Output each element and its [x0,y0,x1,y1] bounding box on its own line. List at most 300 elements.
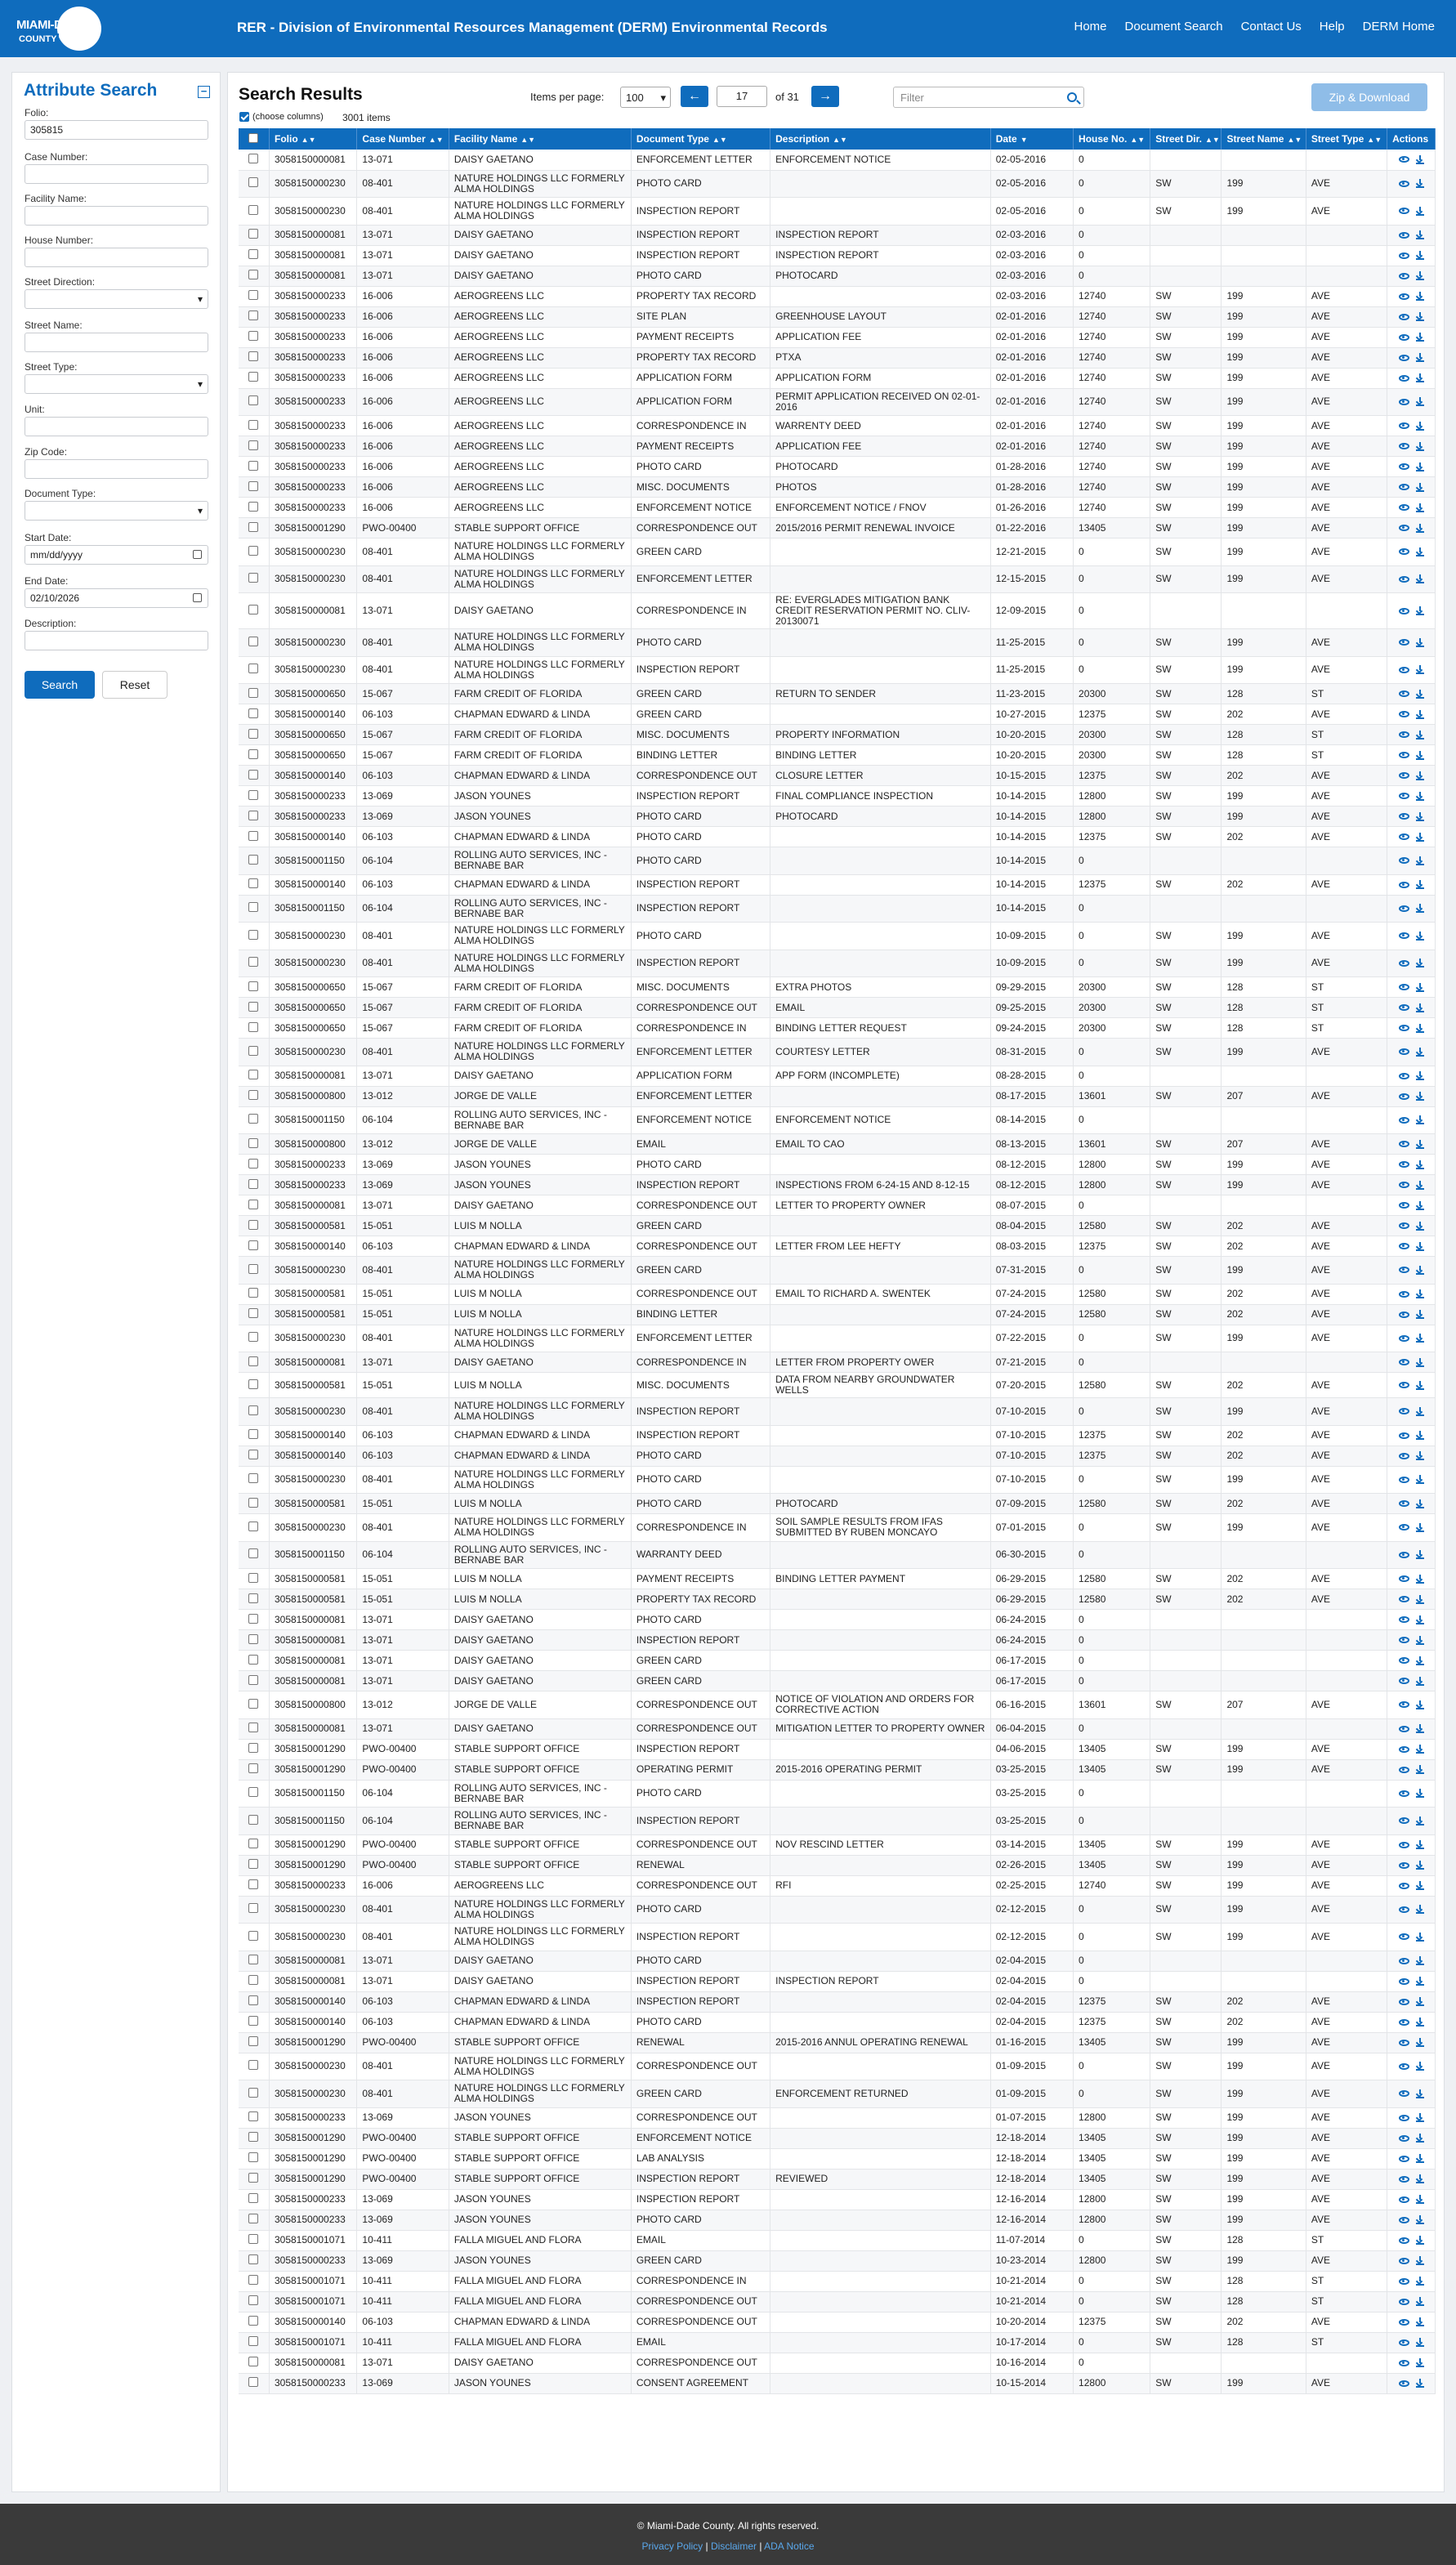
download-icon[interactable] [1416,373,1424,382]
download-icon[interactable] [1416,1977,1424,1986]
row-checkbox[interactable] [248,1308,258,1318]
download-icon[interactable] [1416,1071,1424,1080]
view-icon[interactable] [1399,667,1409,673]
download-icon[interactable] [1416,1024,1424,1033]
view-icon[interactable] [1399,772,1409,779]
download-icon[interactable] [1416,833,1424,842]
view-icon[interactable] [1399,1222,1409,1229]
view-icon[interactable] [1399,2319,1409,2326]
view-icon[interactable] [1399,504,1409,511]
download-icon[interactable] [1416,2038,1424,2047]
download-icon[interactable] [1416,1861,1424,1870]
view-icon[interactable] [1399,525,1409,531]
download-icon[interactable] [1416,710,1424,719]
row-checkbox[interactable] [248,1498,258,1508]
download-icon[interactable] [1416,1048,1424,1057]
view-icon[interactable] [1399,399,1409,405]
view-icon[interactable] [1399,2380,1409,2387]
view-icon[interactable] [1399,1906,1409,1913]
download-icon[interactable] [1416,1289,1424,1298]
row-checkbox[interactable] [248,1090,258,1100]
privacy-policy-link[interactable]: Privacy Policy [641,2540,703,2552]
row-checkbox[interactable] [248,770,258,780]
view-icon[interactable] [1399,608,1409,614]
row-checkbox[interactable] [248,481,258,491]
facility-name-input[interactable] [25,206,208,226]
row-checkbox[interactable] [248,1264,258,1274]
view-icon[interactable] [1399,375,1409,382]
view-icon[interactable] [1399,156,1409,163]
next-page-button[interactable]: → [811,86,839,107]
row-checkbox[interactable] [248,1405,258,1415]
download-icon[interactable] [1416,1334,1424,1343]
view-icon[interactable] [1399,2019,1409,2026]
house-number-input[interactable] [25,248,208,267]
row-checkbox[interactable] [248,811,258,820]
row-checkbox[interactable] [248,790,258,800]
row-checkbox[interactable] [248,2036,258,2046]
download-icon[interactable] [1416,1881,1424,1890]
download-icon[interactable] [1416,397,1424,406]
sort-icon[interactable]: ▲▼ [520,136,536,144]
download-icon[interactable] [1416,983,1424,992]
view-icon[interactable] [1399,1182,1409,1188]
view-icon[interactable] [1399,833,1409,840]
view-icon[interactable] [1399,1093,1409,1100]
row-checkbox[interactable] [248,1655,258,1665]
row-checkbox[interactable] [248,440,258,450]
download-icon[interactable] [1416,1789,1424,1798]
folio-input[interactable]: 305815 [25,120,208,140]
download-icon[interactable] [1416,731,1424,740]
row-checkbox[interactable] [248,1699,258,1709]
row-checkbox[interactable] [248,205,258,215]
view-icon[interactable] [1399,314,1409,320]
row-checkbox[interactable] [248,1634,258,1644]
view-icon[interactable] [1399,1291,1409,1298]
row-checkbox[interactable] [248,1522,258,1531]
row-checkbox[interactable] [248,154,258,163]
row-checkbox[interactable] [248,290,258,300]
sort-icon[interactable]: ▲▼ [428,136,444,144]
download-icon[interactable] [1416,2089,1424,2098]
nav-home[interactable]: Home [1074,20,1107,34]
download-icon[interactable] [1416,422,1424,431]
download-icon[interactable] [1416,1499,1424,1508]
view-icon[interactable] [1399,932,1409,939]
download-icon[interactable] [1416,1310,1424,1319]
download-icon[interactable] [1416,2297,1424,2306]
download-icon[interactable] [1416,690,1424,699]
view-icon[interactable] [1399,2040,1409,2046]
row-checkbox[interactable] [248,351,258,361]
view-icon[interactable] [1399,1596,1409,1602]
row-checkbox[interactable] [248,902,258,912]
sort-icon[interactable]: ▲▼ [301,136,316,144]
view-icon[interactable] [1399,1552,1409,1558]
view-icon[interactable] [1399,1335,1409,1342]
row-checkbox[interactable] [248,420,258,430]
row-checkbox[interactable] [248,981,258,991]
view-icon[interactable] [1399,984,1409,990]
view-icon[interactable] [1399,2196,1409,2203]
download-icon[interactable] [1416,1475,1424,1484]
download-icon[interactable] [1416,904,1424,913]
collapse-icon[interactable]: − [198,86,210,98]
download-icon[interactable] [1416,1677,1424,1686]
view-icon[interactable] [1399,232,1409,239]
download-icon[interactable] [1416,1817,1424,1825]
view-icon[interactable] [1399,1004,1409,1011]
download-icon[interactable] [1416,1242,1424,1251]
download-icon[interactable] [1416,1523,1424,1532]
view-icon[interactable] [1399,711,1409,717]
row-checkbox[interactable] [248,395,258,405]
view-icon[interactable] [1399,1359,1409,1365]
view-icon[interactable] [1399,2063,1409,2070]
row-checkbox[interactable] [248,311,258,320]
view-icon[interactable] [1399,1883,1409,1889]
column-header-street-name[interactable] [1222,128,1306,150]
download-icon[interactable] [1416,333,1424,342]
download-icon[interactable] [1416,771,1424,780]
download-icon[interactable] [1416,2358,1424,2367]
download-icon[interactable] [1416,1201,1424,1210]
row-checkbox[interactable] [248,2336,258,2346]
row-checkbox[interactable] [248,2234,258,2244]
sort-icon[interactable]: ▲▼ [1130,136,1146,144]
download-icon[interactable] [1416,2134,1424,2143]
view-icon[interactable] [1399,273,1409,279]
download-icon[interactable] [1416,207,1424,216]
row-checkbox[interactable] [248,1931,258,1941]
download-icon[interactable] [1416,2379,1424,2388]
view-icon[interactable] [1399,1657,1409,1664]
row-checkbox[interactable] [248,1114,258,1124]
row-checkbox[interactable] [248,502,258,512]
view-icon[interactable] [1399,1500,1409,1507]
row-checkbox[interactable] [248,573,258,583]
row-checkbox[interactable] [248,1879,258,1889]
row-checkbox[interactable] [248,1046,258,1056]
view-icon[interactable] [1399,793,1409,799]
view-icon[interactable] [1399,1073,1409,1079]
view-icon[interactable] [1399,639,1409,646]
search-button[interactable]: Search [25,671,95,699]
view-icon[interactable] [1399,293,1409,300]
download-icon[interactable] [1416,1956,1424,1965]
row-checkbox[interactable] [248,1859,258,1869]
row-checkbox[interactable] [248,1723,258,1732]
row-checkbox[interactable] [248,1473,258,1483]
download-icon[interactable] [1416,483,1424,492]
download-icon[interactable] [1416,155,1424,164]
download-icon[interactable] [1416,638,1424,647]
row-checkbox[interactable] [248,1022,258,1032]
start-date-input[interactable] [25,545,208,565]
row-checkbox[interactable] [248,1379,258,1389]
view-icon[interactable] [1399,1862,1409,1869]
row-checkbox[interactable] [248,2357,258,2366]
view-icon[interactable] [1399,252,1409,259]
row-checkbox[interactable] [248,1593,258,1603]
view-icon[interactable] [1399,576,1409,583]
view-icon[interactable] [1399,1025,1409,1031]
download-icon[interactable] [1416,1656,1424,1665]
row-checkbox[interactable] [248,522,258,532]
download-icon[interactable] [1416,230,1424,239]
download-icon[interactable] [1416,1451,1424,1460]
view-icon[interactable] [1399,548,1409,555]
page-number-input[interactable]: 17 [717,86,767,107]
view-icon[interactable] [1399,690,1409,697]
row-checkbox[interactable] [248,1356,258,1366]
search-icon[interactable] [1067,92,1077,102]
row-checkbox[interactable] [248,1429,258,1439]
column-header-street-dir[interactable] [1150,128,1222,150]
download-icon[interactable] [1416,606,1424,615]
download-icon[interactable] [1416,1933,1424,1942]
document-type-select[interactable] [25,501,208,521]
view-icon[interactable] [1399,752,1409,758]
view-icon[interactable] [1399,2176,1409,2183]
download-icon[interactable] [1416,179,1424,188]
download-icon[interactable] [1416,574,1424,583]
view-icon[interactable] [1399,181,1409,187]
row-checkbox[interactable] [248,1332,258,1342]
column-header-case-number[interactable] [357,128,449,150]
row-checkbox[interactable] [248,1288,258,1298]
row-checkbox[interactable] [248,331,258,341]
zip-code-input[interactable] [25,459,208,479]
download-icon[interactable] [1416,1700,1424,1709]
row-checkbox[interactable] [248,2060,258,2070]
view-icon[interactable] [1399,2299,1409,2305]
download-icon[interactable] [1416,1160,1424,1169]
column-header-description[interactable] [770,128,991,150]
download-icon[interactable] [1416,1407,1424,1416]
row-checkbox[interactable] [248,2088,258,2098]
nav-contact-us[interactable]: Contact Us [1240,20,1302,34]
view-icon[interactable] [1399,1999,1409,2005]
row-checkbox[interactable] [248,749,258,759]
calendar-icon[interactable] [193,550,202,559]
zip-download-button[interactable]: Zip & Download [1311,83,1427,111]
view-icon[interactable] [1399,960,1409,967]
view-icon[interactable] [1399,1477,1409,1483]
view-icon[interactable] [1399,1767,1409,1773]
case-number-input[interactable] [25,164,208,184]
download-icon[interactable] [1416,751,1424,760]
row-checkbox[interactable] [248,831,258,841]
download-icon[interactable] [1416,1358,1424,1367]
download-icon[interactable] [1416,1381,1424,1390]
download-icon[interactable] [1416,1181,1424,1190]
download-icon[interactable] [1416,1222,1424,1231]
download-icon[interactable] [1416,1115,1424,1124]
row-checkbox[interactable] [248,957,258,967]
sort-icon[interactable]: ▲▼ [833,136,847,144]
download-icon[interactable] [1416,442,1424,451]
view-icon[interactable] [1399,355,1409,361]
row-checkbox[interactable] [248,1220,258,1230]
download-icon[interactable] [1416,1140,1424,1149]
download-icon[interactable] [1416,503,1424,512]
download-icon[interactable] [1416,665,1424,674]
row-checkbox[interactable] [248,1002,258,1012]
ada-notice-link[interactable]: ADA Notice [764,2540,815,2552]
download-icon[interactable] [1416,292,1424,301]
nav-document-search[interactable]: Document Search [1124,20,1223,34]
row-checkbox[interactable] [248,2152,258,2162]
download-icon[interactable] [1416,1003,1424,1012]
row-checkbox[interactable] [248,2193,258,2203]
view-icon[interactable] [1399,334,1409,341]
download-icon[interactable] [1416,1724,1424,1733]
download-icon[interactable] [1416,1092,1424,1101]
download-icon[interactable] [1416,2062,1424,2071]
row-checkbox[interactable] [248,729,258,739]
row-checkbox[interactable] [248,1903,258,1913]
download-icon[interactable] [1416,353,1424,362]
street-name-input[interactable] [25,333,208,352]
view-icon[interactable] [1399,905,1409,912]
view-icon[interactable] [1399,2115,1409,2121]
download-icon[interactable] [1416,1840,1424,1849]
row-checkbox[interactable] [248,1548,258,1558]
row-checkbox[interactable] [248,1138,258,1148]
row-checkbox[interactable] [248,461,258,471]
view-icon[interactable] [1399,1117,1409,1124]
download-icon[interactable] [1416,2277,1424,2286]
view-icon[interactable] [1399,1161,1409,1168]
nav-help[interactable]: Help [1319,20,1345,34]
unit-input[interactable] [25,417,208,436]
row-checkbox[interactable] [248,1200,258,1209]
row-checkbox[interactable] [248,637,258,646]
row-checkbox[interactable] [248,664,258,673]
view-icon[interactable] [1399,443,1409,449]
view-icon[interactable] [1399,2090,1409,2097]
row-checkbox[interactable] [248,708,258,718]
view-icon[interactable] [1399,484,1409,490]
sort-icon[interactable]: ▲▼ [1205,136,1220,144]
download-icon[interactable] [1416,2174,1424,2183]
view-icon[interactable] [1399,1575,1409,1582]
view-icon[interactable] [1399,208,1409,214]
disclaimer-link[interactable]: Disclaimer [710,2540,757,2552]
download-icon[interactable] [1416,1266,1424,1275]
download-icon[interactable] [1416,812,1424,821]
choose-columns-label[interactable]: (choose columns) [252,112,324,122]
view-icon[interactable] [1399,2135,1409,2142]
download-icon[interactable] [1416,271,1424,280]
row-checkbox[interactable] [248,2254,258,2264]
download-icon[interactable] [1416,2236,1424,2245]
row-checkbox[interactable] [248,2377,258,2387]
view-icon[interactable] [1399,422,1409,429]
row-checkbox[interactable] [248,2016,258,2026]
download-icon[interactable] [1416,251,1424,260]
view-icon[interactable] [1399,1202,1409,1209]
view-icon[interactable] [1399,463,1409,470]
download-icon[interactable] [1416,1431,1424,1440]
row-checkbox[interactable] [248,2275,258,2285]
download-icon[interactable] [1416,1615,1424,1624]
column-header-date[interactable] [990,128,1073,150]
nav-derm-home[interactable]: DERM Home [1362,20,1435,34]
view-icon[interactable] [1399,813,1409,820]
view-icon[interactable] [1399,731,1409,738]
items-per-page-select[interactable]: 100 ▾ [620,87,671,108]
row-checkbox[interactable] [248,930,258,940]
choose-columns-checkbox[interactable] [239,112,249,122]
row-checkbox[interactable] [248,1955,258,1964]
row-checkbox[interactable] [248,177,258,187]
row-checkbox[interactable] [248,1743,258,1753]
sort-icon[interactable]: ▲▼ [712,136,727,144]
row-checkbox[interactable] [248,270,258,279]
view-icon[interactable] [1399,1790,1409,1797]
view-icon[interactable] [1399,2339,1409,2346]
view-icon[interactable] [1399,1048,1409,1055]
row-checkbox[interactable] [248,2316,258,2326]
download-icon[interactable] [1416,856,1424,865]
row-checkbox[interactable] [248,2132,258,2142]
prev-page-button[interactable]: ← [681,86,708,107]
view-icon[interactable] [1399,1701,1409,1708]
download-icon[interactable] [1416,2154,1424,2163]
view-icon[interactable] [1399,1616,1409,1623]
download-icon[interactable] [1416,2215,1424,2224]
row-checkbox[interactable] [248,2295,258,2305]
download-icon[interactable] [1416,1595,1424,1604]
download-icon[interactable] [1416,312,1424,321]
filter-input[interactable] [893,87,1084,108]
row-checkbox[interactable] [248,1787,258,1797]
row-checkbox[interactable] [248,1614,258,1624]
download-icon[interactable] [1416,2256,1424,2265]
row-checkbox[interactable] [248,1573,258,1583]
row-checkbox[interactable] [248,1839,258,1848]
row-checkbox[interactable] [248,1675,258,1685]
row-checkbox[interactable] [248,605,258,614]
column-header-facility-name[interactable] [449,128,631,150]
download-icon[interactable] [1416,959,1424,967]
column-header-house-no[interactable] [1074,128,1150,150]
view-icon[interactable] [1399,1408,1409,1414]
description-input[interactable] [25,631,208,650]
column-header-folio[interactable] [269,128,356,150]
view-icon[interactable] [1399,1842,1409,1848]
view-icon[interactable] [1399,2156,1409,2162]
end-date-input[interactable] [25,588,208,608]
view-icon[interactable] [1399,1726,1409,1732]
row-checkbox[interactable] [248,1450,258,1459]
column-header-document-type[interactable] [631,128,770,150]
row-checkbox[interactable] [248,1070,258,1079]
reset-button[interactable]: Reset [102,671,167,699]
row-checkbox[interactable] [248,1975,258,1985]
sort-icon[interactable]: ▲▼ [1287,136,1302,144]
sort-icon[interactable]: ▼ [1020,136,1028,144]
view-icon[interactable] [1399,1312,1409,1318]
download-icon[interactable] [1416,1765,1424,1774]
row-checkbox[interactable] [248,546,258,556]
county-logo[interactable] [15,7,105,51]
view-icon[interactable] [1399,2237,1409,2244]
choose-columns-toggle[interactable] [239,112,324,122]
